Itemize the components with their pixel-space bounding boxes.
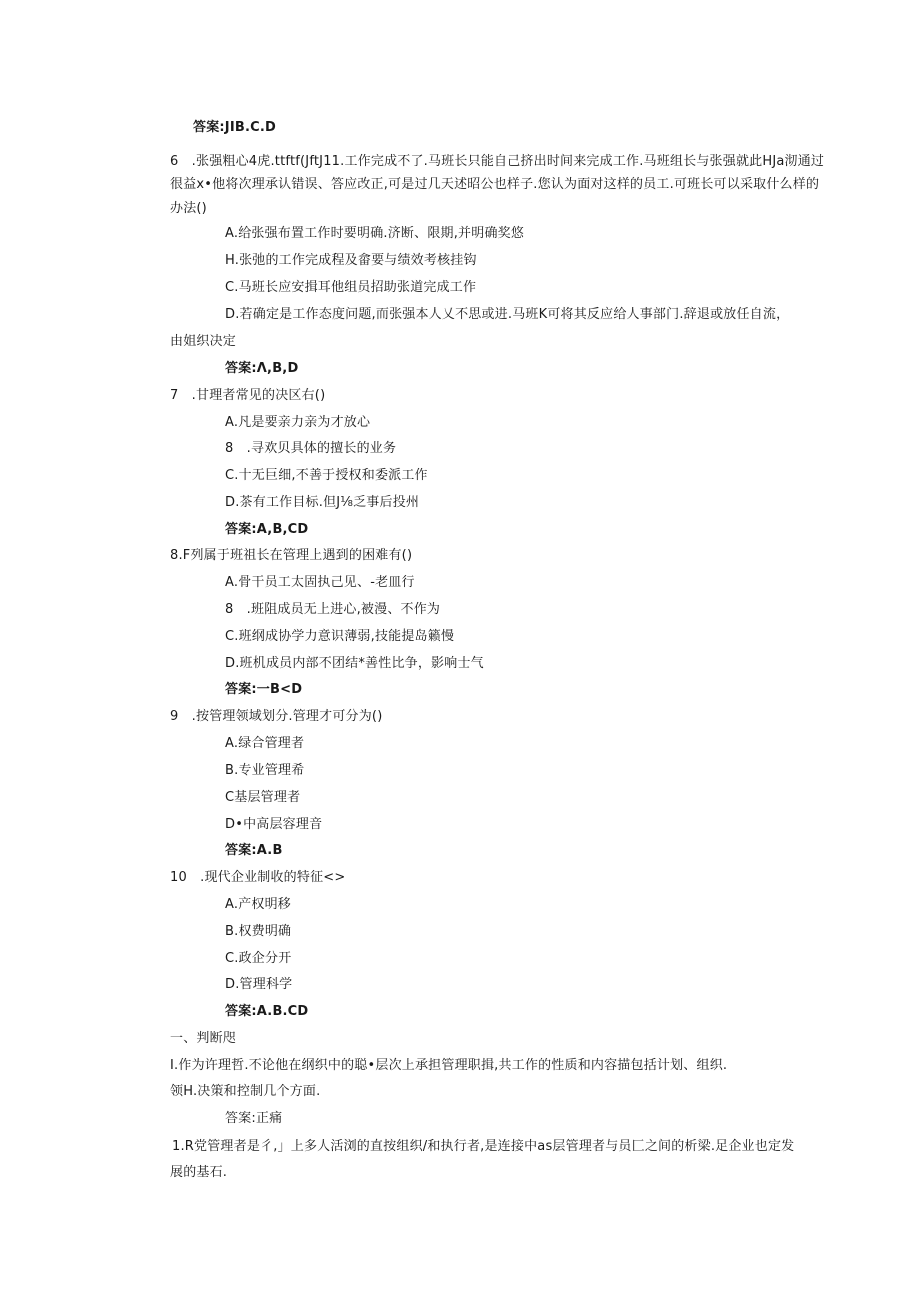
question-6-option-d: D.若确定是工作态度问题,而张强本人乂不思或进.马班K可将其反应给人事部门.辞退或放任自流， xyxy=(225,307,790,322)
question-9: 9 .按管理领域划分.管理才可分为() xyxy=(170,709,383,724)
question-6-option-b: H.张弛的工作完成程及畲要与绩效考核挂钩 xyxy=(225,253,477,268)
question-10-option-c: C.政企分开 xyxy=(225,951,292,966)
answer-q10: 答案:A.B.CD xyxy=(225,1004,309,1019)
question-10-option-b: B.权费明确 xyxy=(225,924,292,939)
question-9-option-b: B.专业管理希 xyxy=(225,763,305,778)
question-9-option-d: D•中高层容理音 xyxy=(225,817,323,832)
question-7-option-b: 8 .寻欢贝具体的擅长的业务 xyxy=(225,441,397,456)
question-6-option-c: C.马班长应安揖耳他组员招助张道完成工作 xyxy=(225,280,477,295)
answer-q8: 答案:一B<D xyxy=(225,682,303,697)
question-6-option-d-cont: 由姐织决定 xyxy=(170,334,237,349)
question-10: 10 .现代企业制收的特征<> xyxy=(170,870,346,885)
question-8: 8.F列属于班祖长在管理上遇到的困难有() xyxy=(170,548,413,563)
question-6-line-3: 办法() xyxy=(170,201,207,216)
answer-q7: 答案:A,B,CD xyxy=(225,522,309,537)
question-8-option-b: 8 .班阻成员无上进心,被漫、不作为 xyxy=(225,602,441,617)
judgment-2-line-2: 展的基石. xyxy=(170,1165,228,1180)
question-9-option-a: A.绿合管理者 xyxy=(225,736,305,751)
question-8-option-c: C.班纲成协学力意识薄弱,技能提岛籁慢 xyxy=(225,629,455,644)
judgment-1-line-2: 领H.决策和控制几个方面. xyxy=(170,1084,321,1099)
question-7-option-d: D.茶有工作目标.但J⅛乏事后投州 xyxy=(225,495,420,510)
question-7-option-c: C.十无巨细,不善于授权和委派工作 xyxy=(225,468,428,483)
question-6-line-2: 很益x•他将次理承认错误、答应改正,可是过几天述昭公也样子.您认为面对这样的员工.可班长可以采取什么样的 xyxy=(170,177,820,192)
answer-q9: 答案:A.B xyxy=(225,843,283,858)
question-6-option-a: A.给张强布置工作时要明确.济断、限期,并明确奖悠 xyxy=(225,226,525,241)
question-6-line-1: 6 .张强粗心4虎.ttftf(JftJ11.工作完成不了.马班长只能自己挤出时间来完成工作.马班组长与张强就此HJa沏通过 xyxy=(170,154,825,169)
question-7: 7 .甘理者常见的决区右() xyxy=(170,388,326,403)
answer-judgment-1: 答案:正痛 xyxy=(225,1111,283,1126)
answer-q6: 答案:Λ,B,D xyxy=(225,361,299,376)
question-9-option-c: C基层管理者 xyxy=(225,790,301,805)
judgment-2-line-1: 1.R党管理者是彳,」上多人活浏的直按组织/和执行者,是连接中as层管理者与员匚之间的析梁.足企业也定发 xyxy=(172,1139,795,1154)
question-7-option-a: A.凡是要亲力亲为才放心 xyxy=(225,415,371,430)
answer-q5: 答案:JIB.C.D xyxy=(193,120,276,135)
section-heading-judgment: 一、判断咫 xyxy=(170,1031,237,1046)
question-8-option-a: A.骨干员工太固执己见、-老皿行 xyxy=(225,575,415,590)
question-8-option-d: D.班机成员内部不团结*善性比争，影响士气 xyxy=(225,656,484,671)
question-10-option-d: D.管理科学 xyxy=(225,977,293,992)
judgment-1-line-1: I.作为许理哲.不论他在纲织中的聪•层次上承担管理职揖,共工作的性质和内容描包括计划、组织. xyxy=(170,1058,728,1073)
question-10-option-a: A.产权明移 xyxy=(225,897,291,912)
